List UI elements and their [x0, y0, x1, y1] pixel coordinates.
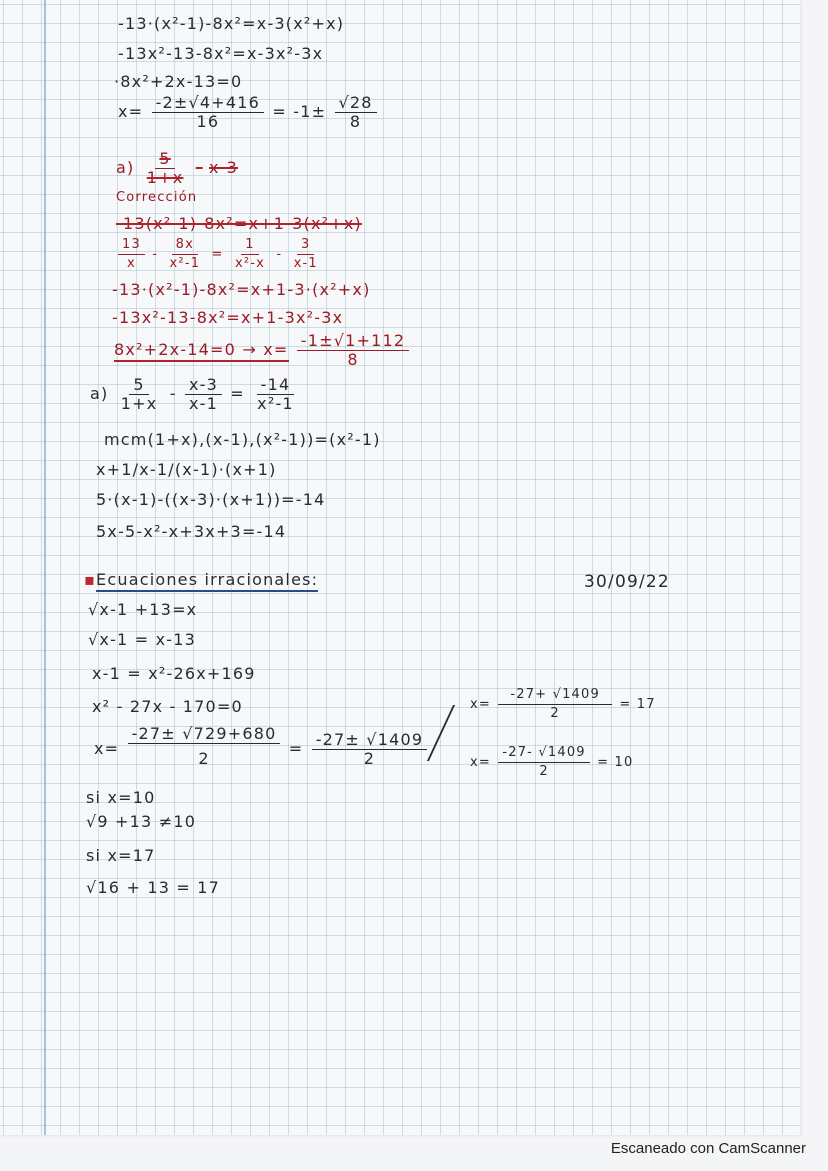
fraction-denominator: x²-1 — [257, 394, 294, 413]
equation-line: √x-1 = x-13 — [88, 630, 196, 649]
fraction-denominator: 8 — [347, 350, 359, 369]
eq-lhs: x= — [470, 755, 491, 770]
fraction-numerator: -14 — [257, 376, 295, 395]
check-line: si x=17 — [86, 846, 156, 865]
fraction — [143, 150, 188, 187]
scanner-watermark: Escaneado con CamScanner — [610, 1140, 806, 1157]
fraction — [118, 236, 145, 273]
bullet-icon: ▪ — [84, 570, 97, 589]
minus-sign: - — [195, 158, 203, 177]
equation-part: 8x²+2x-14=0 → x= — [114, 340, 289, 362]
eq-lhs: x= — [470, 697, 491, 712]
fraction-denominator: 16 — [196, 112, 220, 131]
fraction-denominator: 2 — [198, 749, 210, 768]
check-line: √9 +13 ≠10 — [86, 812, 197, 831]
crossed-term: x-3 — [208, 158, 239, 177]
fraction-denominator: 1+x — [146, 168, 184, 187]
fraction-denominator: 2 — [550, 706, 560, 721]
fraction-denominator: x²-1 — [169, 256, 201, 271]
fraction — [335, 94, 377, 131]
fraction-denominator: x-1 — [293, 256, 318, 271]
crossed-attempt — [116, 150, 238, 187]
equation-line: -13·(x²-1)-8x²=x-3(x²+x) — [118, 14, 345, 33]
fraction-numerator: -27+ √1409 — [498, 686, 612, 705]
fraction-numerator: 1 — [241, 236, 258, 255]
item-label: a) — [90, 384, 109, 403]
equation-line: mcm(1+x),(x-1),(x²-1))=(x²-1) — [104, 430, 381, 449]
fraction — [185, 376, 222, 413]
quadratic-formula-line — [94, 725, 429, 774]
check-line: √16 + 13 = 17 — [86, 878, 221, 897]
fraction-numerator: 13 — [118, 236, 145, 255]
equation-line: -13·(x²-1)-8x²=x+1-3·(x²+x) — [112, 280, 371, 299]
eq-sign: = -1± — [272, 102, 327, 121]
item-label: a) — [116, 158, 135, 177]
fraction-numerator: 8x — [172, 236, 198, 255]
equation-line: x² - 27x - 170=0 — [92, 697, 243, 716]
fraction — [128, 725, 281, 774]
root-value: = 17 — [619, 697, 656, 712]
fraction-numerator: √28 — [335, 94, 377, 113]
fraction-denominator: 2 — [363, 749, 376, 768]
correction-title: Corrección — [116, 190, 198, 205]
fraction-denominator: 2 — [539, 764, 549, 779]
fraction-numerator: -27± √1409 — [312, 731, 428, 750]
fraction-numerator: -27± √729+680 — [128, 725, 281, 744]
fraction — [297, 332, 409, 369]
date: 30/09/22 — [584, 572, 670, 592]
root-solution-2 — [470, 744, 634, 781]
fraction-numerator: -1±√1+112 — [297, 332, 409, 351]
fraction — [152, 94, 264, 131]
equation-line: -13x²-13-8x²=x+1-3x²-3x — [112, 308, 344, 327]
equation-line: x-1 = x²-26x+169 — [92, 664, 256, 683]
fraction-numerator: x-3 — [185, 376, 222, 395]
fraction — [166, 236, 205, 273]
equation-line: ·8x²+2x-13=0 — [114, 72, 243, 91]
fraction-equation: a) $\frac{5}{1+x}$ - $\frac{x-3}{x-1}$ = $\frac{-14}{\text{x²-1}}$ — [90, 376, 300, 413]
eq-lhs: x= — [94, 739, 120, 758]
eq-lhs: x= — [118, 102, 144, 121]
fraction-denominator: 1+x — [120, 394, 158, 413]
equation-line: x+1/x-1/(x-1)·(x+1) — [96, 460, 277, 479]
equation-line: -13x²-13-8x²=x-3x²-3x — [118, 44, 324, 63]
fraction-numerator: 3 — [297, 236, 314, 255]
margin-line — [44, 0, 46, 1135]
root-solution-1 — [470, 686, 656, 723]
equation-line: √x-1 +13=x — [88, 600, 198, 619]
fraction-numerator: -2±√4+416 — [152, 94, 264, 113]
section-heading — [84, 570, 318, 590]
fraction — [290, 236, 322, 273]
eq-sign: = — [288, 739, 304, 758]
fraction-numerator: 5 — [155, 150, 174, 169]
fraction — [312, 731, 428, 768]
fraction-denominator: 8 — [349, 112, 362, 131]
fraction-numerator: -27- √1409 — [498, 744, 589, 763]
fraction-denominator: x²-x — [234, 256, 266, 271]
fraction-denominator: x-1 — [188, 394, 218, 413]
fraction — [498, 744, 589, 781]
bracket — [427, 705, 475, 761]
equation-line — [118, 94, 379, 131]
fraction — [117, 376, 162, 413]
struck-equation: -13(x²-1)-8x²=x+1-3(x²+x) — [116, 214, 362, 233]
heading-text: Ecuaciones irracionales: — [96, 570, 318, 592]
fraction-denominator: x — [127, 256, 136, 271]
root-value: = 10 — [597, 755, 634, 770]
fraction-numerator: 5 — [129, 376, 148, 395]
fraction — [231, 236, 269, 273]
fraction — [498, 686, 612, 723]
equation-line: 5x-5-x²-x+3x+3=-14 — [96, 522, 287, 541]
fraction-equation: $\frac{13}{x}$ - $\frac{8x}{\text{x²-1}}$ = $\frac{1}{\text{x²-x}}$ - $\frac{3}{x-1}$ — [116, 236, 324, 273]
check-line: si x=10 — [86, 788, 156, 807]
equation-line: 5·(x-1)-((x-3)·(x+1))=-14 — [96, 490, 326, 509]
fraction — [253, 376, 298, 413]
equation-line — [114, 332, 411, 369]
